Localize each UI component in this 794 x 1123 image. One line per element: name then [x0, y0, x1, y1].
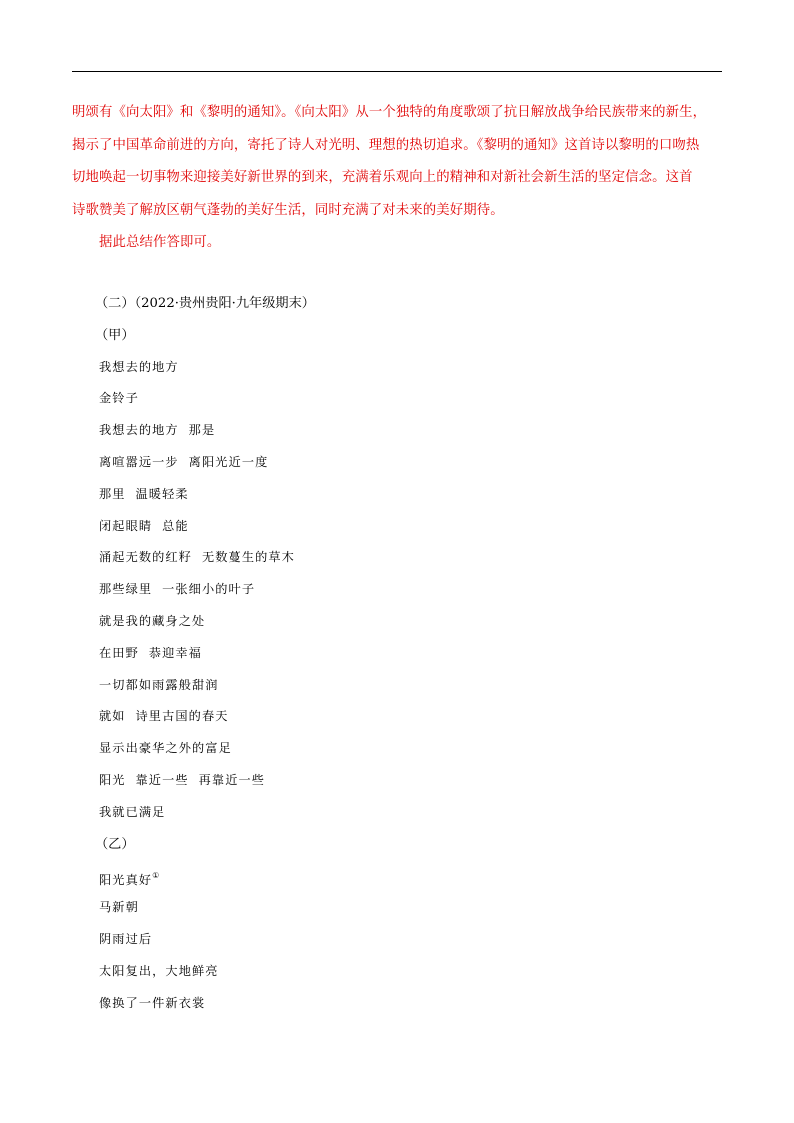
poem-b-title: 阳光真好: [99, 873, 153, 888]
poem-b-label: （乙）: [95, 836, 135, 852]
poem-b-title-row: [99, 860, 699, 892]
answer-conclusion: 据此总结作答即可。: [99, 235, 221, 250]
poem-a-line: 一切都如雨露般甜润: [99, 677, 219, 692]
answer-line-1: 明颂有《向太阳》和《黎明的通知》。《向太阳》从一个独特的角度歌颂了抗日解放战争给民族带来的新生，: [72, 105, 707, 120]
poem-a-line: 我想去的地方 那是: [99, 423, 216, 438]
poem-b-line: 像换了一件新衣裳: [99, 995, 206, 1010]
poem-a-line: 那里 温暖轻柔: [99, 486, 189, 501]
answer-line-3: 切地唤起一切事物来迎接美好新世界的到来，充满着乐观向上的精神和对新社会新生活的坚定信念。这首: [72, 170, 693, 185]
header-rule: [72, 71, 722, 72]
reading-section: [95, 288, 699, 1019]
footnote-marker: ①: [152, 871, 160, 881]
answer-explanation: [72, 97, 722, 260]
answer-line-4: 诗歌赞美了解放区朝气蓬勃的美好生活，同时充满了对未来的美好期待。: [72, 202, 504, 218]
poem-a-line: 显示出豪华之外的富足: [99, 741, 232, 756]
poem-b-line: 太阳复出，大地鲜亮: [99, 963, 219, 978]
answer-line-2: 揭示了中国革命前进的方向，寄托了诗人对光明、理想的热切追求。《黎明的通知》这首诗以黎明的口吻热: [72, 137, 700, 153]
poem-a-author: 金铃子: [99, 391, 139, 406]
poem-a-line: 阳光 靠近一些 再靠近一些: [99, 772, 266, 787]
section-heading: （二）（2022·贵州贵阳·九年级期末）: [95, 296, 315, 311]
poem-a-line: 就是我的藏身之处: [99, 613, 206, 628]
poem-b-author: 马新朝: [99, 900, 139, 915]
poem-b-line: 阴雨过后: [99, 931, 153, 946]
poem-a-line: 我就已满足: [99, 804, 166, 819]
poem-a-line: 在田野 恭迎幸福: [99, 645, 202, 660]
poem-a-line: 那些绿里 一张细小的叶子: [99, 582, 256, 597]
poem-a-line: 就如 诗里古国的春天: [99, 709, 229, 724]
poem-a-label: （甲）: [95, 327, 135, 343]
poem-a-title: 我想去的地方: [99, 359, 179, 374]
poem-a-line: 闭起眼睛 总能: [99, 518, 189, 533]
poem-a-line: 涌起无数的红籽 无数蔓生的草木: [99, 550, 295, 565]
poem-a-line: 离喧嚣远一步 离阳光近一度: [99, 454, 269, 469]
